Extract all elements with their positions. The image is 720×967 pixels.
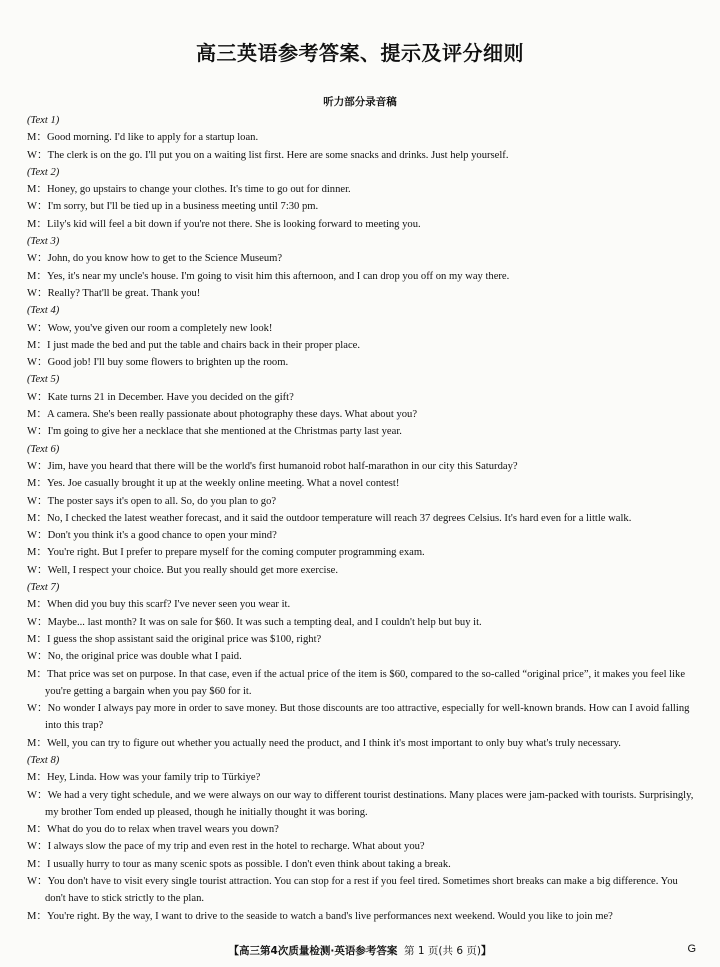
speaker-colon: ： bbox=[37, 564, 48, 576]
speaker-label: W bbox=[27, 495, 37, 507]
speaker-label: W bbox=[27, 253, 37, 265]
speaker-colon: ： bbox=[37, 201, 48, 213]
speaker-colon: ： bbox=[37, 426, 48, 438]
section-title: 听力部分录音稿 bbox=[323, 96, 397, 108]
speaker-label: M bbox=[27, 339, 37, 351]
dialogue-text: Well, I respect your choice. But you really should get more exercise. bbox=[47, 564, 338, 576]
dialogue-text: I always slow the pace of my trip and even rest in the hotel to recharge. What about you? bbox=[47, 841, 425, 853]
speaker-label: M bbox=[27, 270, 37, 282]
speaker-label: W bbox=[27, 322, 37, 334]
dialogue-line bbox=[27, 544, 697, 561]
text-label bbox=[27, 752, 697, 769]
speaker-label: M bbox=[27, 599, 37, 611]
dialogue-line bbox=[27, 493, 697, 510]
speaker-colon: ： bbox=[36, 910, 48, 922]
dialogue-text: Really? That'll be great. Thank you! bbox=[47, 287, 201, 299]
speaker-colon: ： bbox=[37, 530, 48, 542]
text-label bbox=[27, 112, 697, 129]
dialogue-text: The clerk is on the go. I'll put you on a waiting list first. Here are some snacks and drinks. Just help yourself. bbox=[47, 149, 509, 161]
speaker-colon: ： bbox=[36, 824, 48, 836]
dialogue-text: I just made the bed and put the table and chairs back in their proper place. bbox=[47, 339, 361, 351]
dialogue-text: When did you buy this scarf? I've never seen you wear it. bbox=[47, 599, 291, 611]
dialogue-line bbox=[27, 475, 697, 492]
dialogue-line bbox=[27, 354, 697, 371]
speaker-colon: ： bbox=[36, 858, 48, 870]
dialogue-text: Yes, it's near my uncle's house. I'm going to visit him this afternoon, and I can drop you off on my way there. bbox=[47, 270, 510, 282]
speaker-label: M bbox=[27, 772, 37, 784]
dialogue-line bbox=[27, 250, 697, 267]
dialogue-text: Maybe... last month? It was on sale for $60. It was such a tempting deal, and I couldn't help but buy it. bbox=[47, 616, 482, 628]
speaker-label: M bbox=[27, 218, 37, 230]
speaker-colon: ： bbox=[36, 737, 48, 749]
footer-letter: G bbox=[687, 943, 696, 955]
dialogue-line bbox=[27, 129, 697, 146]
dialogue-line bbox=[27, 268, 697, 285]
dialogue-line bbox=[27, 320, 697, 337]
dialogue-text: I usually hurry to tour as many scenic spots as possible. I don't even think about taking a break. bbox=[47, 858, 451, 870]
speaker-colon: ： bbox=[36, 184, 48, 196]
speaker-label: M bbox=[27, 910, 37, 922]
text-label bbox=[27, 371, 697, 388]
text-label-value: (Text 3) bbox=[27, 236, 60, 248]
text-label-value: (Text 4) bbox=[27, 305, 60, 317]
speaker-label: W bbox=[27, 391, 37, 403]
dialogue-line bbox=[27, 423, 697, 440]
dialogue-text: A camera. She's been really passionate about photography these days. What about you? bbox=[47, 409, 418, 421]
dialogue-text: John, do you know how to get to the Science Museum? bbox=[47, 253, 283, 265]
dialogue-line bbox=[27, 631, 697, 648]
dialogue-line bbox=[27, 838, 697, 855]
dialogue-text: I guess the shop assistant said the original price was $100, right? bbox=[47, 633, 322, 645]
dialogue-line bbox=[27, 181, 697, 198]
speaker-colon: ： bbox=[36, 132, 48, 144]
speaker-colon: ： bbox=[37, 322, 48, 334]
speaker-label: W bbox=[27, 357, 37, 369]
dialogue-line bbox=[27, 406, 697, 423]
speaker-colon: ： bbox=[36, 339, 48, 351]
speaker-label: W bbox=[27, 426, 37, 438]
dialogue-text: What do you do to relax when travel wears you down? bbox=[47, 824, 279, 836]
speaker-label: W bbox=[27, 460, 37, 472]
dialogue-line bbox=[27, 147, 697, 164]
dialogue-line bbox=[27, 458, 697, 475]
dialogue-text: Good job! I'll buy some flowers to brighten up the room. bbox=[47, 357, 289, 369]
dialogue-text: You don't have to visit every single tourist attraction. You can stop for a rest if you feel tired. Sometimes short breaks can make a big difference. You don't have to stick strictly to the plan. bbox=[45, 876, 678, 905]
text-label-value: (Text 6) bbox=[27, 443, 60, 455]
speaker-label: M bbox=[27, 409, 37, 421]
footer-subject: 英语参考答案 bbox=[334, 945, 398, 957]
speaker-label: W bbox=[27, 789, 37, 801]
dialogue-text: Yes. Joe casually brought it up at the weekly online meeting. What a novel contest! bbox=[47, 478, 400, 490]
footer-bracket-open: 【 bbox=[228, 945, 240, 957]
speaker-colon: ： bbox=[37, 391, 48, 403]
dialogue-line bbox=[27, 389, 697, 406]
speaker-colon: ： bbox=[36, 512, 48, 524]
speaker-label: M bbox=[27, 184, 37, 196]
speaker-label: M bbox=[27, 547, 37, 559]
speaker-label: W bbox=[27, 564, 37, 576]
dialogue-line bbox=[27, 821, 697, 838]
dialogue-text: We had a very tight schedule, and we were always on our way to different tourist destinations. Many places were jam-packed with tourists. Surprisingly, my brother Tom ended up pleased, though he initially thought it was boring. bbox=[45, 789, 694, 818]
speaker-label: W bbox=[27, 149, 37, 161]
speaker-colon: ： bbox=[37, 703, 48, 715]
text-label bbox=[27, 441, 697, 458]
dialogue-line bbox=[27, 769, 697, 786]
dialogue-line bbox=[27, 648, 697, 665]
dialogue-text: Well, you can try to figure out whether you actually need the product, and I think it's most important to only buy what's truly necessary. bbox=[47, 737, 621, 749]
text-label-value: (Text 1) bbox=[27, 115, 60, 126]
text-label bbox=[27, 579, 697, 596]
speaker-colon: ： bbox=[37, 789, 48, 801]
dialogue-text: Kate turns 21 in December. Have you decided on the gift? bbox=[47, 391, 294, 403]
speaker-label: M bbox=[27, 132, 37, 144]
dialogue-text: Wow, you've given our room a completely new look! bbox=[47, 322, 273, 334]
page-footer bbox=[0, 943, 720, 958]
dialogue-text: No wonder I always pay more in order to save money. But those discounts are too attractive, especially for well-known brands. How can I avoid falling into this trap? bbox=[45, 703, 690, 732]
dialogue-line bbox=[27, 873, 697, 908]
footer-dot: · bbox=[330, 945, 335, 957]
speaker-label: M bbox=[27, 737, 37, 749]
text-label bbox=[27, 164, 697, 181]
text-label-value: (Text 5) bbox=[27, 374, 60, 386]
speaker-colon: ： bbox=[37, 253, 48, 265]
speaker-label: W bbox=[27, 201, 37, 213]
speaker-label: M bbox=[27, 512, 37, 524]
speaker-colon: ： bbox=[37, 876, 48, 888]
dialogue-text: Hey, Linda. How was your family trip to Türkiye? bbox=[47, 772, 261, 784]
speaker-colon: ： bbox=[36, 633, 48, 645]
text-label-value: (Text 2) bbox=[27, 166, 60, 178]
dialogue-line bbox=[27, 735, 697, 752]
speaker-label: M bbox=[27, 824, 37, 836]
dialogue-line bbox=[27, 700, 697, 735]
dialogue-text: Jim, have you heard that there will be the world's first humanoid robot half-marathon in our city this Saturday? bbox=[47, 460, 518, 472]
dialogue-text: The poster says it's open to all. So, do you plan to go? bbox=[47, 495, 277, 507]
speaker-label: W bbox=[27, 876, 37, 888]
speaker-colon: ： bbox=[36, 599, 48, 611]
speaker-colon: ： bbox=[37, 841, 48, 853]
footer-page: 第 1 页(共 6 页) bbox=[404, 945, 481, 957]
speaker-colon: ： bbox=[37, 495, 48, 507]
speaker-colon: ： bbox=[36, 478, 48, 490]
dialogue-line bbox=[27, 527, 697, 544]
speaker-colon: ： bbox=[36, 409, 48, 421]
dialogue-text: I'm going to give her a necklace that she mentioned at the Christmas party last year. bbox=[47, 426, 402, 438]
text-label bbox=[27, 302, 697, 319]
speaker-colon: ： bbox=[36, 668, 48, 680]
text-label-value: (Text 8) bbox=[27, 754, 60, 766]
dialogue-text: You're right. But I prefer to prepare myself for the coming computer programming exam. bbox=[47, 547, 425, 559]
speaker-colon: ： bbox=[37, 616, 48, 628]
dialogue-text: That price was set on purpose. In that case, even if the actual price of the item is $60, compared to the so-called “original price”, it makes you feel like you're getting a bargain when you pay $60 for it. bbox=[45, 668, 686, 697]
dialogue-line bbox=[27, 614, 697, 631]
text-label bbox=[27, 233, 697, 250]
dialogue-line bbox=[27, 787, 697, 822]
speaker-label: M bbox=[27, 633, 37, 645]
speaker-label: W bbox=[27, 530, 37, 542]
speaker-label: W bbox=[27, 841, 37, 853]
speaker-label: M bbox=[27, 478, 37, 490]
dialogue-text: Good morning. I'd like to apply for a startup loan. bbox=[47, 132, 259, 144]
speaker-colon: ： bbox=[37, 651, 48, 663]
speaker-colon: ： bbox=[36, 547, 48, 559]
speaker-colon: ： bbox=[36, 270, 48, 282]
dialogue-text: I'm sorry, but I'll be tied up in a business meeting until 7:30 pm. bbox=[47, 201, 319, 213]
dialogue-line bbox=[27, 198, 697, 215]
speaker-colon: ： bbox=[36, 772, 48, 784]
transcript bbox=[27, 112, 697, 925]
dialogue-text: Honey, go upstairs to change your clothes. It's time to go out for dinner. bbox=[47, 184, 351, 196]
page-title: 高三英语参考答案、提示及评分细则 bbox=[196, 41, 524, 65]
dialogue-line bbox=[27, 285, 697, 302]
footer-bracket-close: 】 bbox=[480, 945, 492, 957]
speaker-label: W bbox=[27, 287, 37, 299]
speaker-colon: ： bbox=[37, 460, 48, 472]
footer-exam: 高三第4次质量检测 bbox=[239, 945, 331, 957]
speaker-label: M bbox=[27, 858, 37, 870]
dialogue-line bbox=[27, 562, 697, 579]
speaker-colon: ： bbox=[37, 357, 48, 369]
dialogue-line bbox=[27, 666, 697, 701]
dialogue-text: No, the original price was double what I paid. bbox=[47, 651, 242, 663]
dialogue-line bbox=[27, 908, 697, 925]
speaker-colon: ： bbox=[36, 218, 48, 230]
text-label-value: (Text 7) bbox=[27, 582, 60, 594]
dialogue-text: Don't you think it's a good chance to open your mind? bbox=[47, 530, 277, 542]
dialogue-text: No, I checked the latest weather forecast, and it said the outdoor temperature will reach 37 degrees Celsius. It's hard even for a little walk. bbox=[47, 512, 632, 524]
dialogue-line bbox=[27, 596, 697, 613]
dialogue-line bbox=[27, 510, 697, 527]
speaker-label: W bbox=[27, 651, 37, 663]
dialogue-line bbox=[27, 216, 697, 233]
speaker-label: M bbox=[27, 668, 37, 680]
dialogue-line bbox=[27, 337, 697, 354]
speaker-colon: ： bbox=[37, 149, 48, 161]
speaker-label: W bbox=[27, 703, 37, 715]
speaker-colon: ： bbox=[37, 287, 48, 299]
dialogue-text: Lily's kid will feel a bit down if you're not there. She is looking forward to meeting you. bbox=[47, 218, 421, 230]
speaker-label: W bbox=[27, 616, 37, 628]
dialogue-text: You're right. By the way, I want to drive to the seaside to watch a band's live performances next weekend. Would you like to join me? bbox=[47, 910, 613, 922]
dialogue-line bbox=[27, 856, 697, 873]
